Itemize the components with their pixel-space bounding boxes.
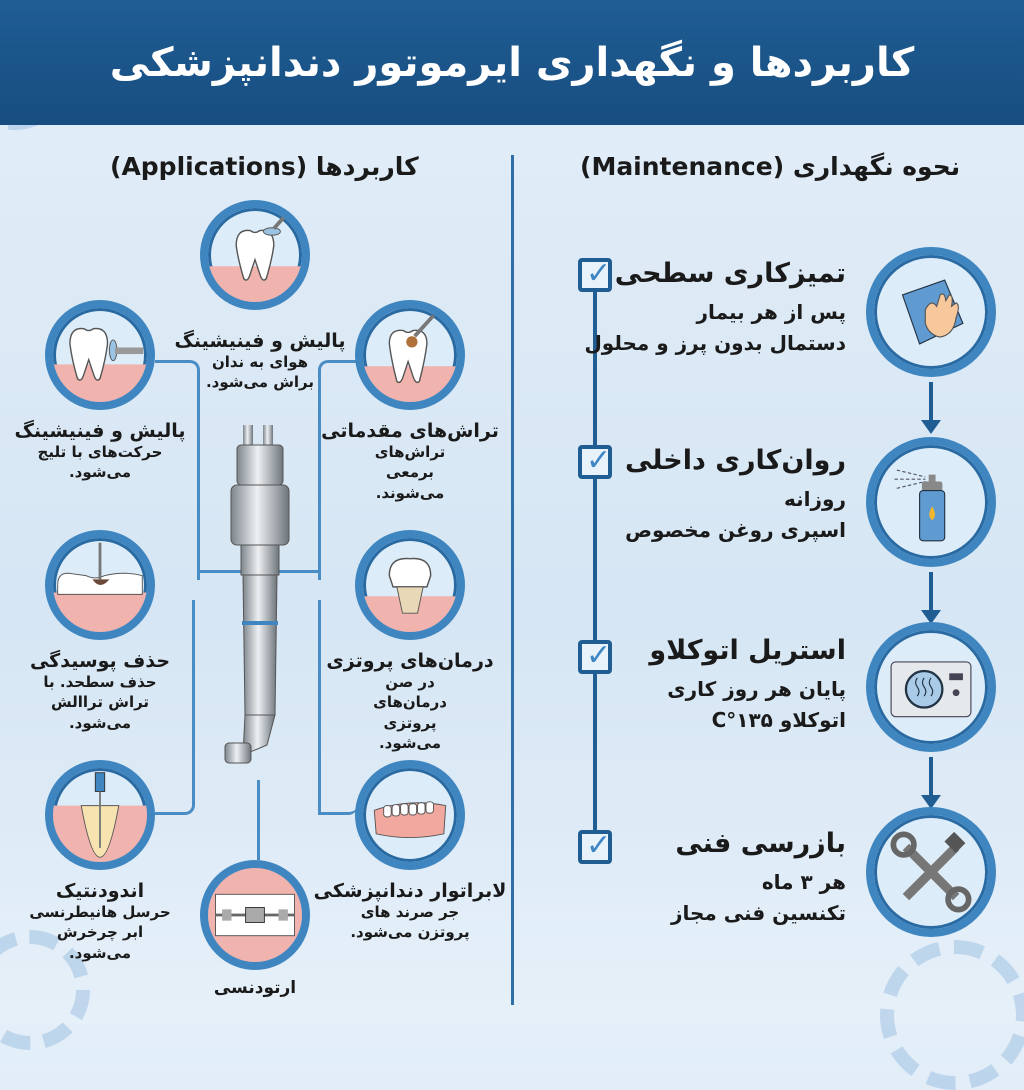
gear-decoration-icon [880,940,1024,1090]
application-label [310,880,510,943]
application-icon-polishing [200,200,310,310]
maintenance-title: نحوه نگهداری (Maintenance) [580,152,961,181]
applications-title: کاربردها (Applications) [110,152,419,181]
air-motor-handpiece-icon [215,425,305,775]
step-title: بازرسی فنی [675,828,846,859]
step-method: اتوکلاو ۱۳۵°C [711,708,846,732]
step-method: تکنسین فنی مجاز [670,901,846,925]
application-label [310,650,510,753]
application-label [0,880,200,963]
down-arrow-icon [929,572,933,612]
application-icon-denture [355,760,465,870]
application-label [0,420,200,483]
autoclave-icon [866,622,996,752]
application-desc: جر صرند های پروتزن می‌شود. [350,903,470,942]
step-method: اسپری روغن مخصوص [625,518,846,542]
down-arrow-icon [929,382,933,422]
application-icon-crown [355,530,465,640]
application-desc: هوای به ندان براش می‌شود. [205,353,315,392]
maintenance-step [671,828,846,929]
spray-can-icon [866,437,996,567]
application-icon-braces [200,860,310,970]
application-title: تراش‌های مقدماتی [321,420,499,442]
step-title: تمیزکاری سطحی [614,258,846,289]
header [0,0,1024,125]
step-title: روان‌کاری داخلی [624,445,846,476]
checkbox-checked-icon: ✓ [578,640,612,674]
application-desc: در صن درمان‌های پروتزی می‌شود. [373,673,447,752]
application-label [310,420,510,503]
checkbox-checked-icon: ✓ [578,445,612,479]
application-desc: حذف سطحد. با تراش تراالش می‌شود. [43,673,157,732]
application-title: لابراتوار دندانپزشکی [313,880,507,902]
application-icon-drilling [355,300,465,410]
maintenance-step [625,445,846,546]
tools-icon [866,807,996,937]
application-desc: حرکت‌های با تلیج می‌شود. [37,443,163,482]
application-desc: تراش‌های برمعی می‌شوند. [374,443,446,502]
maintenance-step [584,258,846,359]
application-title: اندودنتیک [55,880,145,902]
maintenance-step [649,635,846,736]
down-arrow-icon [929,757,933,797]
connector-line [257,780,260,860]
application-title: ارتودنسی [213,978,297,998]
application-icon-caries-removal [45,530,155,640]
application-label [155,978,355,998]
page-title: کاربردها و نگهداری ایرموتور دندانپزشکی [109,39,915,86]
step-method: دستمال بدون پرز و محلول [584,331,846,355]
step-frequency: هر ۳ ماه [761,870,846,894]
application-title: درمان‌های پروتزی [326,650,494,672]
step-frequency: روزانه [784,487,846,511]
step-frequency: پایان هر روز کاری [667,677,846,701]
step-title: استریل اتوکلاو [649,635,846,666]
application-label [0,650,200,733]
timeline-line [593,290,597,850]
step-frequency: پس از هر بیمار [696,300,846,324]
column-divider [511,155,514,1005]
checkbox-checked-icon: ✓ [578,830,612,864]
application-title: حذف پوسیدگی [29,650,171,672]
application-icon-root-canal [45,760,155,870]
hand-wipe-icon [866,247,996,377]
application-desc: حرسل هانیطرنسی ابر چرخرش می‌شود. [29,903,171,962]
application-label [160,330,360,393]
checkbox-checked-icon: ✓ [578,258,612,292]
application-title: پالیش و فینیشینگ [174,330,346,352]
application-title: پالیش و فینیشینگ [14,420,186,442]
application-icon-polishing-disc [45,300,155,410]
